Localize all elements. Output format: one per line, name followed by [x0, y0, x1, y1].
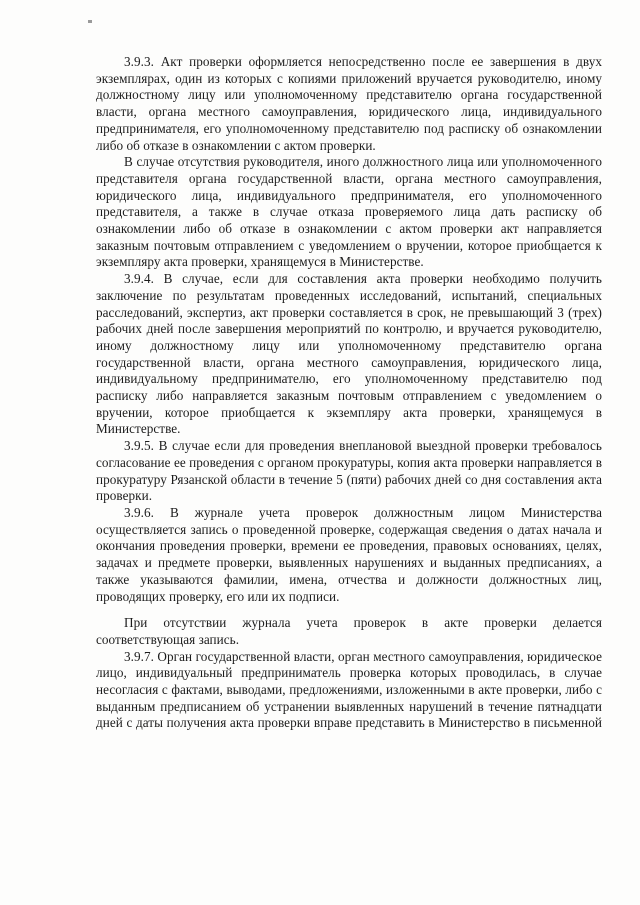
paragraph-3-9-6: 3.9.6. В журнале учета проверок должностным лицом Министерства осуществляется запись о проведенной проверке, содержащая сведения о датах начала и окончания проведения проверки, времени ее проведения, правовых основаниях, целях, задачах и предмете проверки, выявленных нарушениях и выданных предписаниях, а также указываются фамилии, имена, отчества и должности должностных лиц, проводящих проверку, его или их подписи.	[96, 504, 602, 604]
paragraph-3-9-4: 3.9.4. В случае, если для составления акта проверки необходимо получить заключение по результатам проведенных исследований, испытаний, специальных расследований, экспертиз, акт проверки составляется в срок, не превышающий 3 (трех) рабочих дней после завершения мероприятий по контролю, и вручается руководителю, иному должностному лицу или уполномоченному представителю органа государственной власти, органа местного самоуправления, юридического лица, индивидуальному предпринимателю, его уполномоченному представителю под расписку либо направляется заказным почтовым отправлением с уведомлением о вручении, которое приобщается к экземпляру акта проверки, хранящемуся в Министерстве.	[96, 271, 602, 437]
scan-mark	[88, 20, 92, 23]
paragraph-3-9-7: 3.9.7. Орган государственной власти, орган местного самоуправления, юридическое лицо, индивидуальный предприниматель проверка которых проводилась, в случае несогласия с фактами, выводами, предложениями, изложенными в акте проверки, либо с выданным предписанием об устранении выявленных нарушений в течение пятнадцати дней с даты получения акта проверки вправе представить в Министерство в письменной	[96, 648, 602, 731]
paragraph-3-9-3: 3.9.3. Акт проверки оформляется непосредственно после ее завершения в двух экземплярах, один из которых с копиями приложений вручается руководителю, иному должностному лицу или уполномоченному представителю органа государственной власти, органа местного самоуправления, юридического лица, индивидуального предпринимателя, его уполномоченному представителю под расписку об ознакомлении либо об отказе в ознакомлении с актом проверки.	[96, 54, 602, 153]
paragraph-absence-of-head: В случае отсутствия руководителя, иного должностного лица или уполномоченного представителя органа государственной власти, органа местного самоуправления, юридического лица, индивидуального предпринимателя, его уполномоченного представителя, а также в случае отказа проверяемого лица дать расписку об ознакомлении либо об отказе в ознакомлении с актом проверки акт направляется заказным почтовым отправлением с уведомлением о вручении, которое приобщается к экземпляру акта проверки, хранящемуся в Министерстве.	[96, 154, 602, 270]
paragraph-3-9-5: 3.9.5. В случае если для проведения внеплановой выездной проверки требовалось согласование ее проведения с органом прокуратуры, копия акта проверки направляется в прокуратуру Рязанской области в течение 5 (пяти) рабочих дней со дня составления акта проверки.	[96, 438, 602, 504]
paragraph-no-journal: При отсутствии журнала учета проверок в акте проверки делается соответствующая запись.	[96, 615, 602, 647]
paragraph-gap	[96, 605, 602, 615]
document-body	[96, 54, 602, 732]
